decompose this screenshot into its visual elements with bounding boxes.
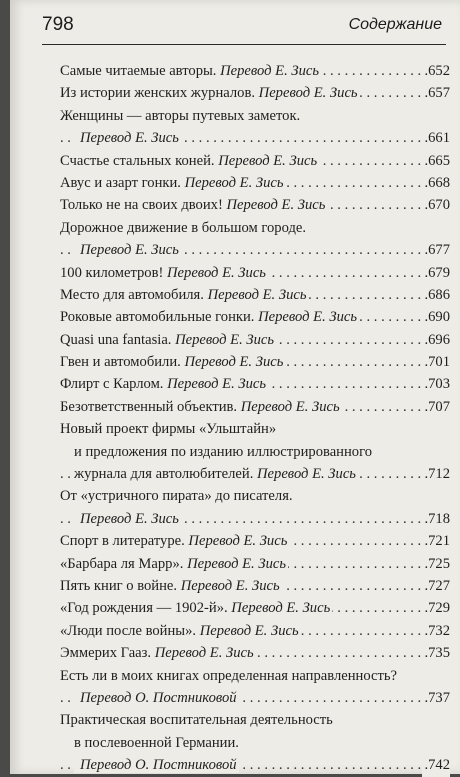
toc-line — [60, 441, 450, 463]
entry-page-number: .735 — [422, 642, 450, 664]
toc-line — [60, 463, 450, 485]
toc-entry — [60, 329, 450, 351]
toc-entry — [60, 217, 450, 262]
page-header — [42, 14, 446, 45]
entry-translator: Перевод Е. Зись — [180, 577, 280, 594]
entry-translator: Перевод Е. Зись — [80, 130, 179, 147]
toc-line — [60, 485, 450, 507]
toc-entry — [60, 530, 450, 552]
entry-translator: Перевод Е. Зись — [257, 466, 356, 483]
toc-line — [60, 306, 450, 328]
entry-title: Пять книг о войне. — [60, 577, 181, 594]
toc-line — [60, 665, 450, 687]
entry-title: Гвен и автомобили. — [60, 354, 185, 371]
entry-title: От «устричного пирата» до писателя. — [60, 488, 293, 505]
entry-page-number: .686 — [422, 284, 450, 306]
entry-title: «Барбара ля Марр». — [60, 555, 188, 572]
entry-title: Самые читаемые авторы. — [60, 63, 221, 79]
entry-title: Новый проект фирмы «Ульштайн» — [60, 421, 277, 438]
toc-entry — [60, 194, 450, 216]
entry-title: Роковые автомобильные гонки. — [60, 309, 259, 326]
entry-title: «Люди после войны». — [60, 622, 200, 639]
entry-translator: Перевод Е. Зись — [154, 645, 254, 662]
toc-line — [60, 172, 450, 194]
entry-title: Место для автомобиля. — [60, 286, 208, 303]
entry-page-number: .679 — [422, 262, 450, 284]
entry-title: Только не на своих двоих! — [60, 197, 227, 214]
toc-entry — [60, 553, 450, 575]
toc-line — [60, 687, 450, 709]
toc-entry — [60, 709, 450, 776]
toc-line — [60, 351, 450, 373]
entry-page-number: .737 — [422, 687, 450, 709]
entry-translator: Перевод Е. Зись — [220, 63, 320, 79]
toc-entry — [60, 665, 450, 710]
entry-title: в послевоенной Германии. — [74, 734, 239, 751]
entry-translator: Перевод Е. Зись — [258, 85, 358, 102]
toc-entry — [60, 642, 450, 664]
toc-entry — [60, 262, 450, 284]
entry-translator: Перевод Е. Зись — [188, 533, 288, 550]
toc-entry — [60, 373, 450, 395]
entry-page-number: .668 — [422, 172, 450, 194]
entry-title: Спорт в литературе. — [60, 533, 189, 550]
entry-translator: Перевод Е. Зись — [218, 152, 318, 169]
entry-title: Авус и азарт гонки. — [60, 174, 185, 191]
toc-line — [60, 553, 450, 575]
entry-translator: Перевод Е. Зись — [167, 264, 266, 281]
entry-translator: Перевод О. Постниковой — [80, 757, 237, 774]
entry-translator: Перевод Е. Зись — [184, 354, 284, 371]
toc-line — [60, 373, 450, 395]
entry-translator: Перевод Е. Зись — [207, 286, 307, 303]
entry-translator: Перевод Е. Зись — [80, 242, 179, 259]
entry-translator: Перевод Е. Зись — [187, 555, 286, 572]
toc-line — [60, 127, 450, 149]
section-title: Содержание — [348, 16, 442, 33]
toc-line — [60, 217, 450, 239]
toc-line — [60, 754, 450, 776]
toc-entry — [60, 172, 450, 194]
entry-translator: Перевод О. Постниковой — [80, 689, 237, 706]
toc-line — [60, 575, 450, 597]
toc-entry — [60, 82, 450, 104]
toc-line — [60, 284, 450, 306]
entry-translator: Перевод Е. Зись — [184, 174, 284, 191]
toc-entry — [60, 620, 450, 642]
toc-line — [60, 597, 450, 619]
entry-title: журнала для автолюбителей. — [74, 466, 258, 483]
entry-translator: Перевод Е. Зись — [240, 398, 340, 415]
entry-page-number: .690 — [422, 306, 450, 328]
entry-title: Из истории женских журналов. — [60, 85, 259, 102]
page-number: 798 — [42, 14, 74, 35]
toc-line — [60, 418, 450, 440]
entry-page-number: .677 — [422, 239, 450, 261]
toc-line — [60, 709, 450, 731]
entry-translator: Перевод Е. Зись — [199, 622, 299, 639]
entry-title: Счастье стальных коней. — [60, 152, 219, 169]
toc-line — [60, 239, 450, 261]
entry-title: Женщины — авторы путевых заметок. — [60, 107, 301, 124]
entry-page-number: .657 — [422, 82, 450, 104]
entry-translator: Перевод Е. Зись — [231, 600, 331, 617]
toc-line — [60, 642, 450, 664]
entry-page-number: .701 — [422, 351, 450, 373]
entry-page-number: .665 — [422, 150, 450, 172]
toc-line — [60, 194, 450, 216]
toc-line — [60, 262, 450, 284]
toc-line — [60, 329, 450, 351]
toc-entry — [60, 418, 450, 485]
entry-title: Дорожное движение в большом городе. — [60, 219, 307, 236]
toc-line — [60, 150, 450, 172]
entry-page-number: .712 — [422, 463, 450, 485]
entry-page-number: .670 — [422, 194, 450, 216]
toc-entry — [60, 575, 450, 597]
entry-title: Практическая воспитательная деятельность — [60, 712, 333, 729]
toc-entry — [60, 396, 450, 418]
entry-page-number: .742 — [422, 754, 450, 776]
entry-page-number: .652 — [422, 60, 450, 82]
entry-page-number: .732 — [422, 620, 450, 642]
entry-translator: Перевод Е. Зись — [258, 309, 358, 326]
table-of-contents — [60, 60, 450, 777]
entry-title: Безответственный объектив. — [60, 398, 241, 415]
entry-translator: Перевод Е. Зись — [175, 331, 275, 348]
entry-page-number: .725 — [422, 553, 450, 575]
toc-line — [60, 60, 450, 82]
toc-line — [60, 105, 450, 127]
toc-entry — [60, 485, 450, 530]
entry-title: Есть ли в моих книгах определенная направленность? — [60, 667, 397, 684]
entry-title: «Год рождения — 1902-й». — [60, 600, 232, 617]
entry-title: Флирт с Карлом. — [60, 376, 168, 393]
toc-line — [60, 508, 450, 530]
toc-entry — [60, 150, 450, 172]
book-page — [10, 0, 460, 774]
entry-title: Quasi una fantasia. — [60, 331, 176, 348]
toc-entry — [60, 105, 450, 150]
toc-entry — [60, 351, 450, 373]
entry-page-number: .729 — [422, 597, 450, 619]
toc-line — [60, 620, 450, 642]
entry-title: 100 километров! — [60, 264, 168, 281]
toc-entry — [60, 284, 450, 306]
entry-translator: Перевод Е. Зись — [226, 197, 326, 214]
entry-translator: Перевод Е. Зись — [80, 510, 179, 527]
entry-page-number: .703 — [422, 373, 450, 395]
toc-entry — [60, 597, 450, 619]
toc-line — [60, 530, 450, 552]
entry-title: Эммерих Гааз. — [60, 645, 155, 662]
toc-line — [60, 732, 450, 754]
entry-translator: Перевод Е. Зись — [167, 376, 267, 393]
toc-line — [60, 396, 450, 418]
entry-page-number: .661 — [422, 127, 450, 149]
entry-title: и предложения по изданию иллюстрированного — [74, 443, 373, 460]
entry-page-number: .707 — [422, 396, 450, 418]
entry-page-number: .718 — [422, 508, 450, 530]
entry-page-number: .727 — [422, 575, 450, 597]
entry-page-number: .696 — [422, 329, 450, 351]
toc-entry — [60, 306, 450, 328]
toc-entry — [60, 60, 450, 82]
toc-line — [60, 82, 450, 104]
entry-page-number: .721 — [422, 530, 450, 552]
